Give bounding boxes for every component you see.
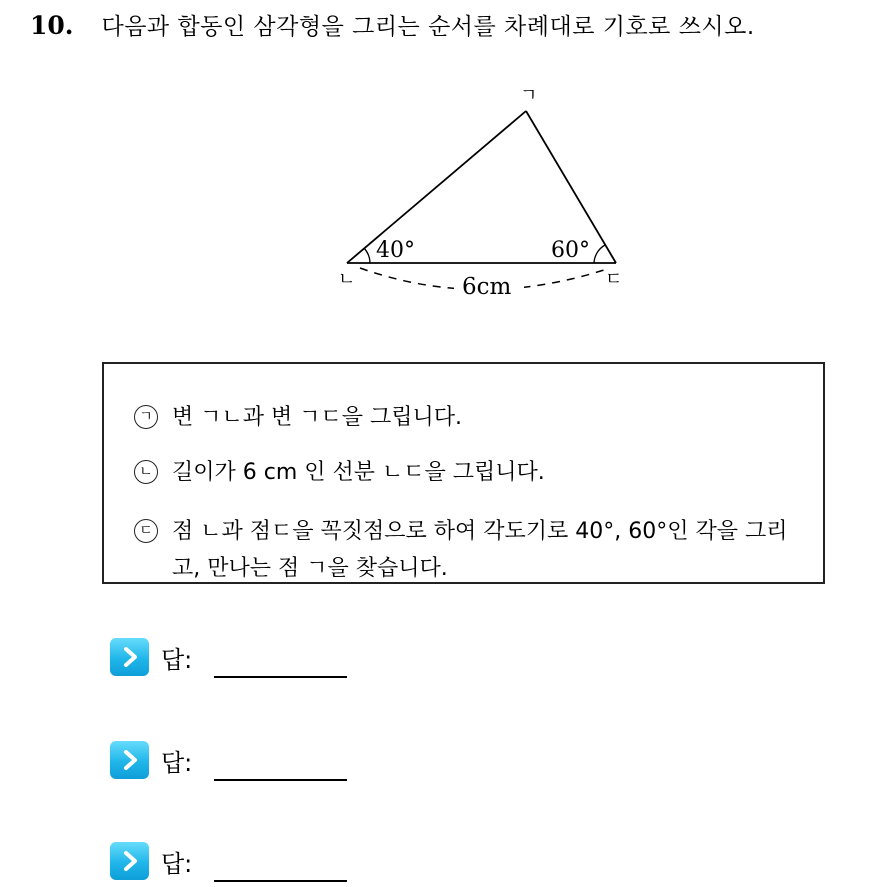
step-text: 변 ㄱㄴ과 변 ㄱㄷ을 그립니다. xyxy=(172,405,462,430)
answer-row xyxy=(110,842,192,880)
angle-arc-left xyxy=(364,248,370,263)
step-marker: ㄴ xyxy=(134,460,158,484)
step-marker: ㄱ xyxy=(134,405,158,429)
answer-blank[interactable] xyxy=(214,779,347,781)
step-marker: ㄷ xyxy=(134,519,158,543)
step-item xyxy=(134,454,812,491)
angle-label-right: 60° xyxy=(551,238,590,263)
side-left xyxy=(347,111,526,263)
angle-arc-right xyxy=(594,245,605,263)
chevron-right-icon xyxy=(110,638,149,676)
vertex-label-left: ㄴ xyxy=(338,269,356,290)
triangle-diagram xyxy=(320,85,640,305)
question-number: 10. xyxy=(30,11,74,40)
chevron-right-icon xyxy=(110,741,149,779)
question-header xyxy=(30,8,755,41)
vertex-label-right: ㄷ xyxy=(605,269,623,290)
step-text: 길이가 6 cm 인 선분 ㄴㄷ을 그립니다. xyxy=(172,460,545,485)
base-length-label: 6cm xyxy=(462,274,512,300)
answer-blank[interactable] xyxy=(214,880,347,882)
vertex-label-top: ㄱ xyxy=(520,85,538,106)
answer-label: 답: xyxy=(161,645,193,674)
step-item xyxy=(134,513,812,587)
triangle-figure xyxy=(320,85,640,305)
answer-row xyxy=(110,741,192,779)
step-text: 점 ㄴ과 점ㄷ을 꼭짓점으로 하여 각도기로 40°, 60°인 각을 그리고, 만나는 점 ㄱ을 찾습니다. xyxy=(172,519,788,581)
answer-blank[interactable] xyxy=(214,676,347,678)
steps-box xyxy=(102,362,825,584)
answer-row xyxy=(110,638,192,676)
question-text: 다음과 합동인 삼각형을 그리는 순서를 차례대로 기호로 쓰시오. xyxy=(101,14,755,40)
answer-label: 답: xyxy=(161,748,193,777)
angle-label-left: 40° xyxy=(376,238,415,263)
answer-label: 답: xyxy=(161,849,193,878)
step-item xyxy=(134,399,812,436)
chevron-right-icon xyxy=(110,842,149,880)
